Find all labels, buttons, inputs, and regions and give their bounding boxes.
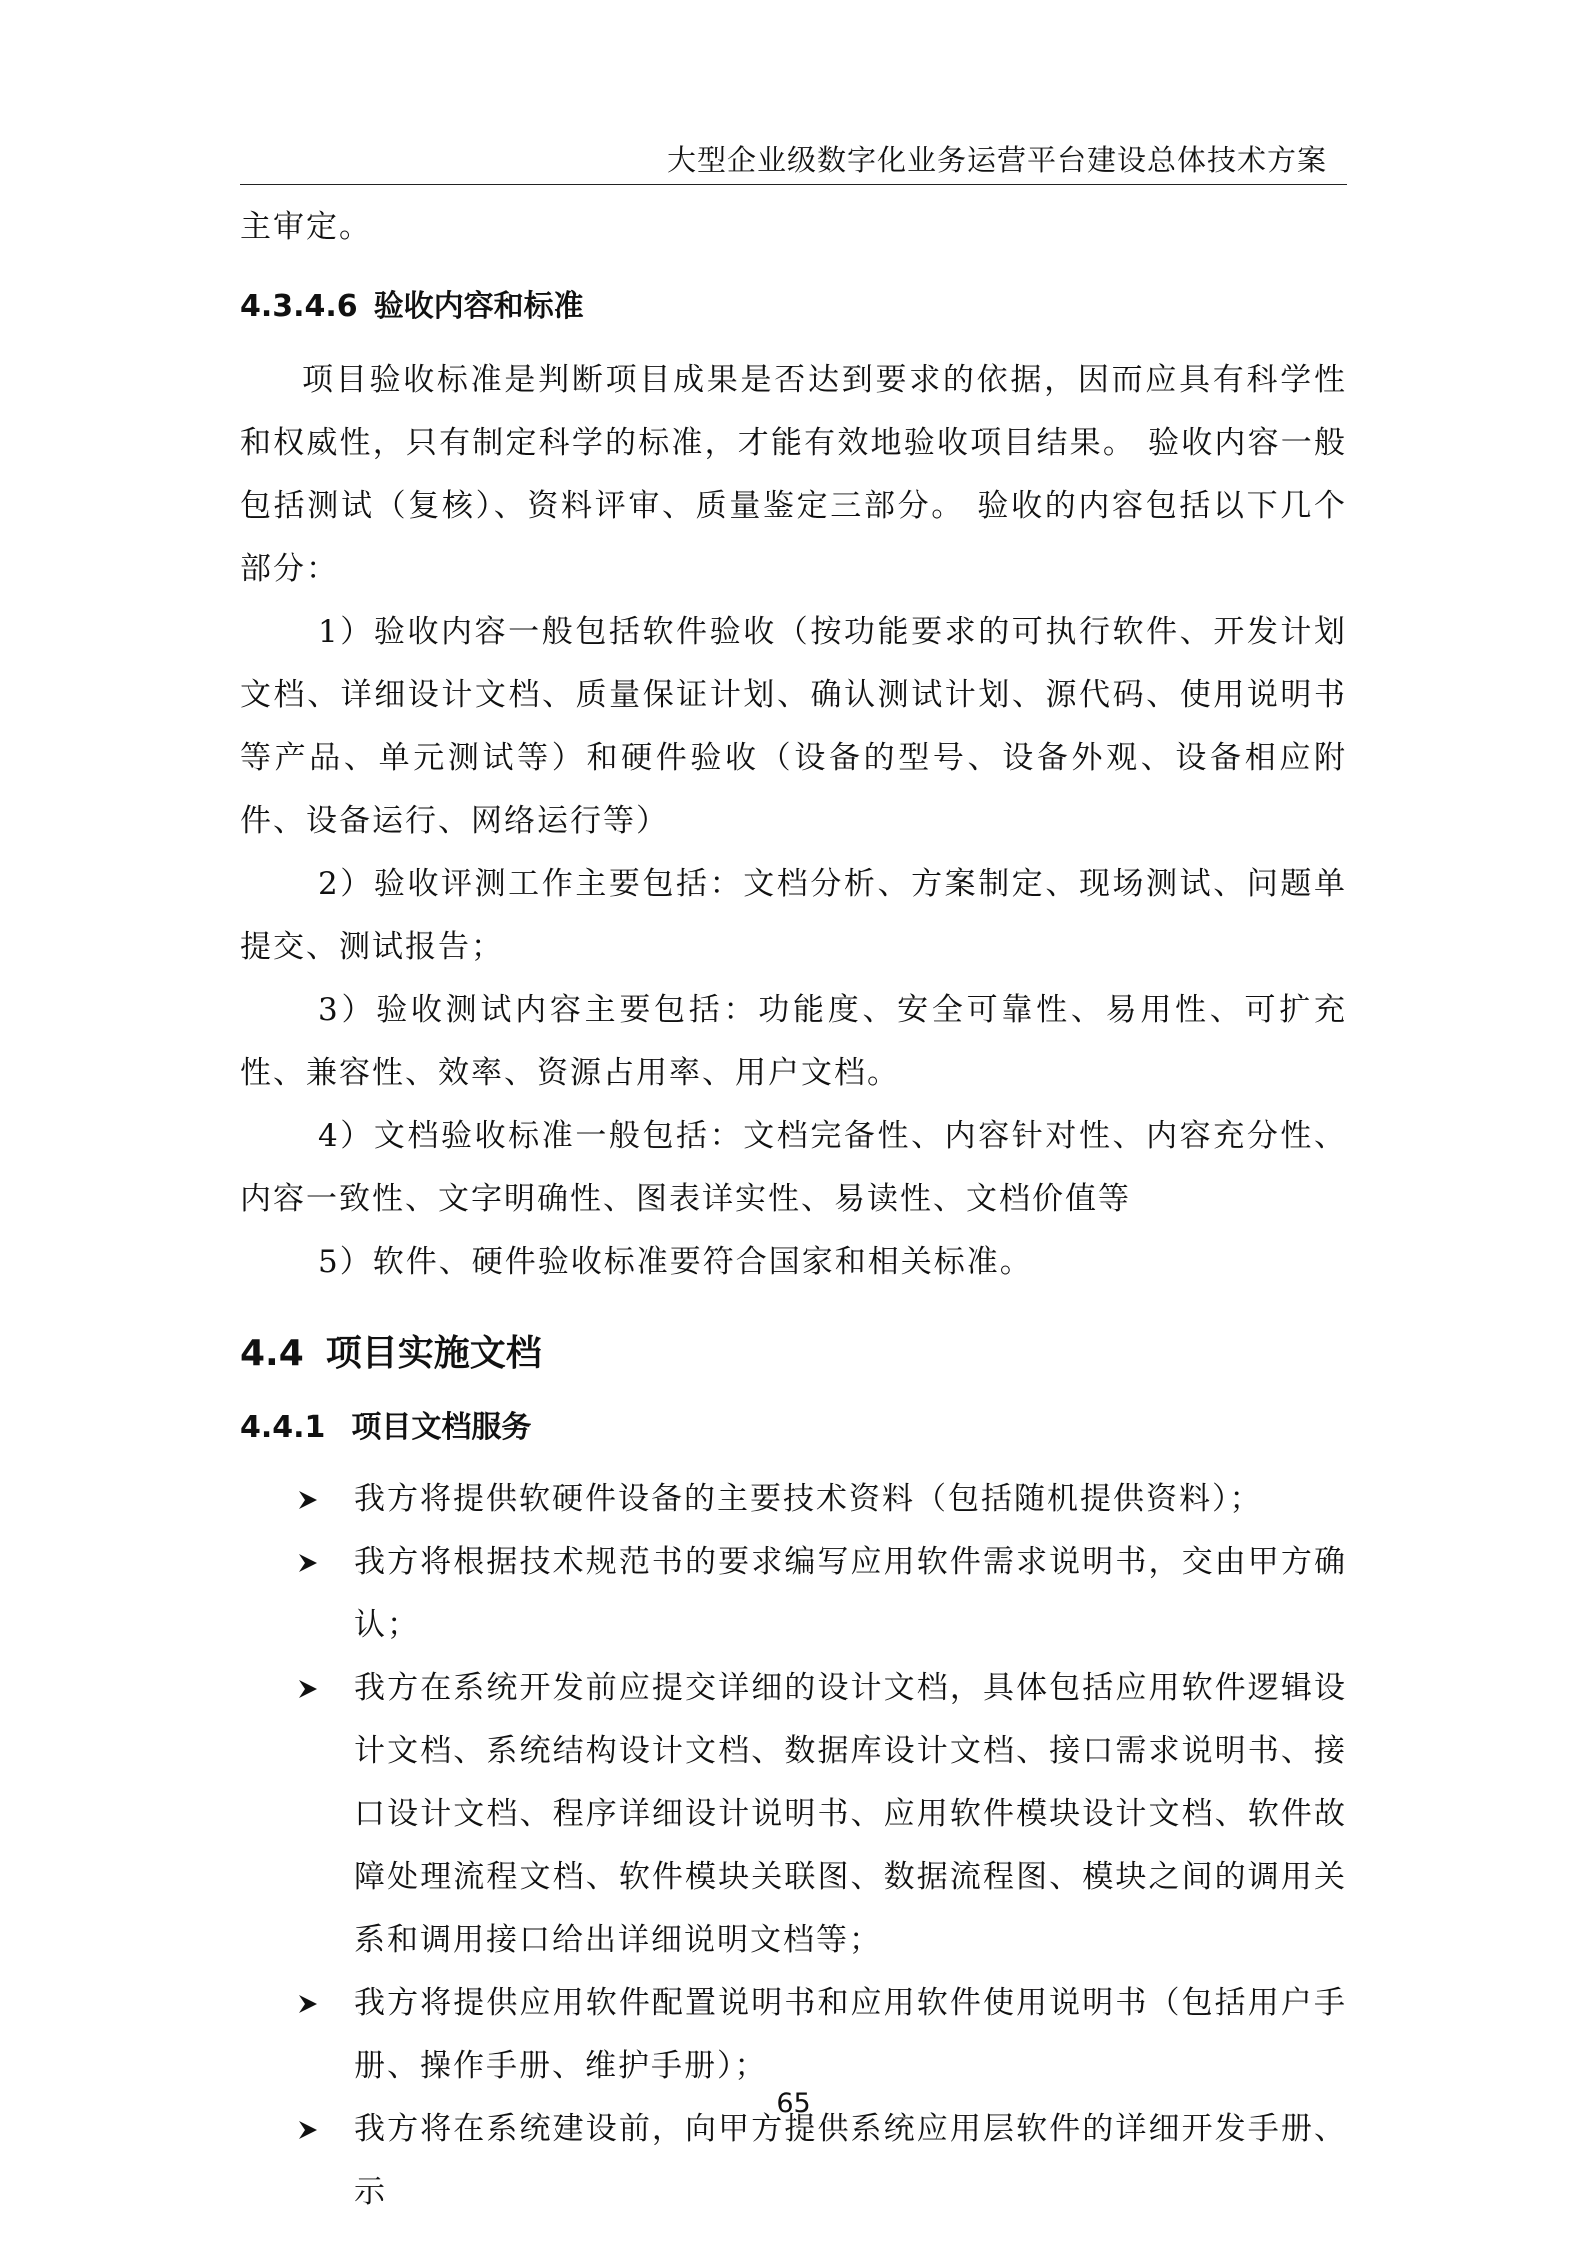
list-item-text: 我方将提供软硬件设备的主要技术资料（包括随机提供资料）； <box>354 1481 1263 1517</box>
arrowhead-bullet-icon <box>298 1679 318 1699</box>
section-number: 4.3.4.6 <box>240 289 358 324</box>
list-item <box>240 1468 1347 1531</box>
arrowhead-bullet-icon <box>298 1553 318 1573</box>
paragraph-item-4: 4）文档验收标准一般包括：文档完备性、内容针对性、内容充分性、内容一致性、文字明确性、图表详实性、易读性、文档价值等 <box>240 1118 1347 1217</box>
header-divider <box>240 184 1347 185</box>
list-item <box>240 1972 1347 2098</box>
section-title: 验收内容和标准 <box>373 289 584 324</box>
list-item-text: 我方将在系统建设前，向甲方提供系统应用层软件的详细开发手册、示 <box>354 2111 1347 2210</box>
paragraph-item-3: 3）验收测试内容主要包括：功能度、安全可靠性、易用性、可扩充性、兼容性、效率、资源占用率、用户文档。 <box>240 992 1347 1091</box>
page-content <box>240 196 1347 2224</box>
list-item-text: 我方将提供应用软件配置说明书和应用软件使用说明书（包括用户手册、操作手册、维护手册）； <box>354 1985 1347 2084</box>
arrowhead-bullet-icon <box>298 2120 318 2140</box>
section-title: 项目文档服务 <box>351 1410 532 1445</box>
section-heading-4-4-1 <box>240 1406 1347 1450</box>
arrowhead-bullet-icon <box>298 1490 318 1510</box>
paragraph-item-1: 1）验收内容一般包括软件验收（按功能要求的可执行软件、开发计划文档、详细设计文档、质量保证计划、确认测试计划、源代码、使用说明书等产品、单元测试等）和硬件验收（设备的型号、设备外观、设备相应附件、设备运行、网络运行等） <box>240 614 1347 839</box>
section-title: 项目实施文档 <box>325 1333 542 1374</box>
list-item <box>240 1531 1347 1657</box>
section-heading-4-3-4-6 <box>240 285 1347 329</box>
paragraph-item-5: 5）软件、硬件验收标准要符合国家和相关标准。 <box>318 1244 1033 1280</box>
list-item-text: 我方在系统开发前应提交详细的设计文档，具体包括应用软件逻辑设计文档、系统结构设计文档、数据库设计文档、接口需求说明书、接口设计文档、程序详细设计说明书、应用软件模块设计文档、软件故障处理流程文档、软件模块关联图、数据流程图、模块之间的调用关系和调用接口给出详细说明文档等； <box>354 1670 1347 1958</box>
intro-line: 主审定。 <box>240 209 372 245</box>
list-item <box>240 1657 1347 1972</box>
paragraph-item-2: 2）验收评测工作主要包括：文档分析、方案制定、现场测试、问题单提交、测试报告； <box>240 866 1347 965</box>
arrowhead-bullet-icon <box>298 1994 318 2014</box>
section-number: 4.4.1 <box>240 1410 326 1445</box>
page-number: 65 <box>776 2088 811 2119</box>
section-heading-4-4 <box>240 1328 1347 1380</box>
list-item-text: 我方将根据技术规范书的要求编写应用软件需求说明书，交由甲方确认； <box>354 1544 1347 1643</box>
running-header-title: 大型企业级数字化业务运营平台建设总体技术方案 <box>666 143 1327 177</box>
paragraph-acceptance-standard: 项目验收标准是判断项目成果是否达到要求的依据，因而应具有科学性和权威性，只有制定科学的标准，才能有效地验收项目结果。 验收内容一般包括测试（复核）、资料评审、质量鉴定三部分。 验收的内容包括以下几个部分： <box>240 362 1347 587</box>
section-number: 4.4 <box>240 1333 304 1374</box>
